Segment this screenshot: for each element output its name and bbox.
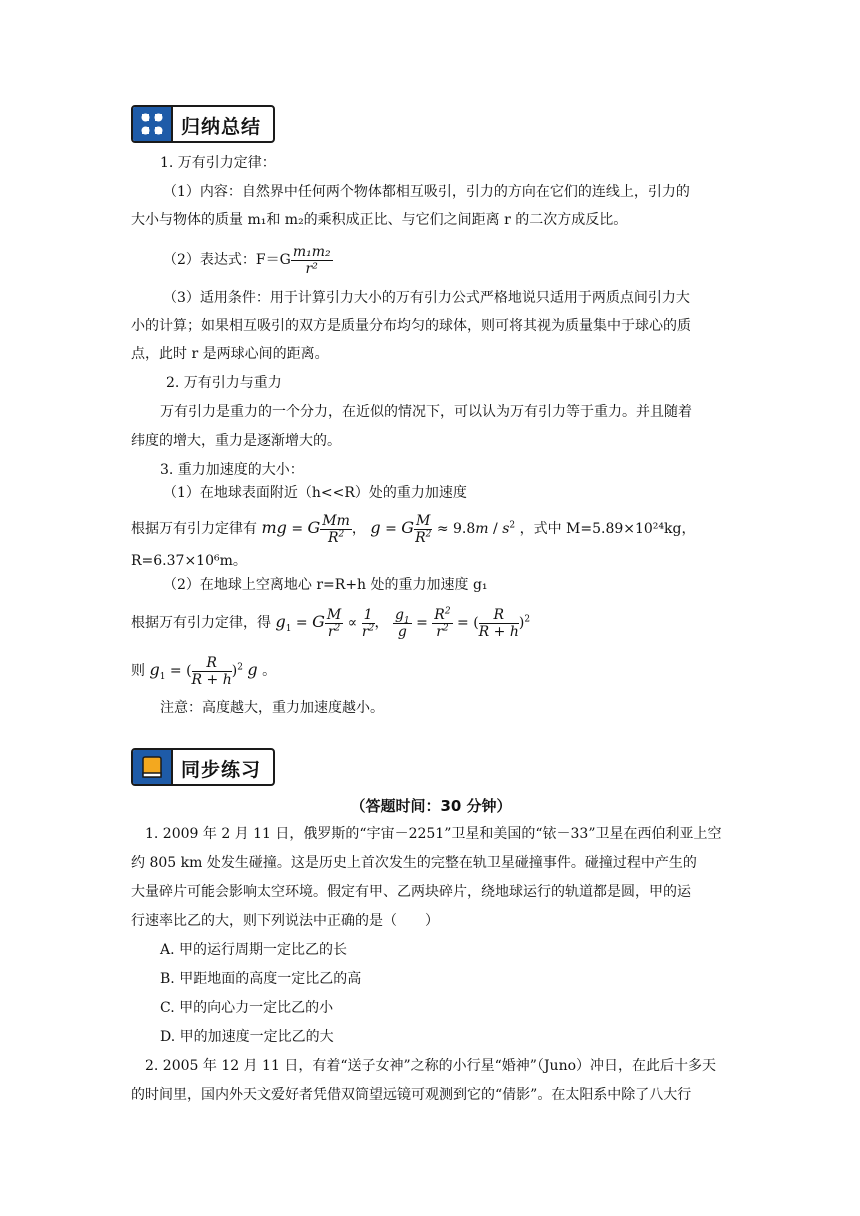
question-2-line: 的时间里，国内外天文爱好者凭借双筒望远镜可观测到它的“倩影”。在太阳系中除了八大行 <box>131 1087 692 1103</box>
question-1-line: 约 805 km 处发生碰撞。这是历史上首次发生的完整在轨卫星碰撞事件。碰撞过程中产生的 <box>131 855 697 871</box>
denominator: r² <box>305 260 318 277</box>
paragraph: 小的计算；如果相互吸引的双方是质量分布均匀的球体，则可将其视为质量集中于球心的质 <box>131 318 691 334</box>
section-title: 归纳总结 <box>181 116 262 138</box>
heading-1: 1. 万有引力定律： <box>160 155 276 171</box>
formula-mg: mg <box>261 518 287 537</box>
option-a: A. 甲的运行周期一定比乙的长 <box>160 942 348 958</box>
note: 注意：高度越大，重力加速度越小。 <box>160 700 384 716</box>
formula-note: ，式中 M=5.89×10²⁴kg， <box>519 521 696 537</box>
formula-label: 根据万有引力定律，得 <box>131 615 271 631</box>
fraction <box>291 244 333 277</box>
book-icon <box>133 750 173 784</box>
paragraph: （2）在地球上空离地心 r=R+h 处的重力加速度 g₁ <box>163 577 488 593</box>
paragraph: （1）内容：自然界中任何两个物体都相互吸引，引力的方向在它们的连线上，引力的 <box>163 184 690 200</box>
paragraph: 点，此时 r 是两球心间的距离。 <box>131 346 329 362</box>
option-b: B. 甲距地面的高度一定比乙的高 <box>160 971 362 987</box>
question-1-line: 大量碎片可能会影响太空环境。假定有甲、乙两块碎片，绕地球运行的轨道都是圆，甲的运 <box>131 884 691 900</box>
question-1: 1. 2009 年 2 月 11 日，俄罗斯的“宇宙－2251”卫星和美国的“铱－33”卫星在西伯利亚上空 <box>145 826 722 842</box>
four-petal-icon <box>133 107 173 141</box>
heading-2: 2. 万有引力与重力 <box>166 375 282 391</box>
question-1-line: 行速率比乙的大，则下列说法中正确的是（ ） <box>131 913 439 929</box>
formula-label: （2）表达式：F＝G <box>163 252 291 268</box>
heading-3: 3. 重力加速度的大小： <box>160 462 304 478</box>
paragraph: （3）适用条件：用于计算引力大小的万有引力公式严格地说只适用于两质点间引力大 <box>163 290 690 306</box>
section-badge-summary <box>131 105 275 143</box>
option-d: D. 甲的加速度一定比乙的大 <box>160 1029 334 1045</box>
paragraph: （1）在地球表面附近（h<<R）处的重力加速度 <box>163 485 467 501</box>
formula-label: 则 <box>131 663 145 679</box>
paragraph: 大小与物体的质量 m₁和 m₂的乘积成正比、与它们之间距离 r 的二次方成反比。 <box>131 212 628 228</box>
formula-line: 根据万有引力定律，得 $g_1 = G$ $\frac{M}{r^2}$ ∝ $\frac{1}{r^2}$ ， $\frac{g_1}{g}$ = $\frac{R^2}{r^2}$ = ( $\frac{R}{R + h}$ )$^2$ <box>131 605 531 640</box>
paragraph: R=6.37×10⁶m。 <box>131 553 247 569</box>
section-title: 同步练习 <box>181 759 262 781</box>
formula-line: 根据万有引力定律有 mg = G $\frac{Mm}{R^2}$ ， g = G $\frac{M}{R^2}$ ≈ $9.8m / s^2$ ，式中 M=5.89×10²⁴kg， <box>131 512 696 546</box>
paragraph: 纬度的增大，重力是逐渐增大的。 <box>131 433 341 449</box>
paragraph: 万有引力是重力的一个分力，在近似的情况下，可以认为万有引力等于重力。并且随着 <box>160 404 692 420</box>
option-c: C. 甲的向心力一定比乙的小 <box>160 1000 334 1016</box>
section-badge-practice <box>131 748 275 786</box>
question-2: 2. 2005 年 12 月 11 日，有着“送子女神”之称的小行星“婚神”（Juno）冲日，在此后十多天 <box>145 1058 717 1074</box>
formula-label: 根据万有引力定律有 <box>131 521 257 537</box>
numerator: m₁m₂ <box>292 243 331 260</box>
time-note: （答题时间：30 分钟） <box>350 797 512 815</box>
formula-line: 则 $g_1$ = ( $\frac{R}{R + h}$ )$^2$ g 。 <box>131 654 277 688</box>
formula-line <box>163 240 763 280</box>
